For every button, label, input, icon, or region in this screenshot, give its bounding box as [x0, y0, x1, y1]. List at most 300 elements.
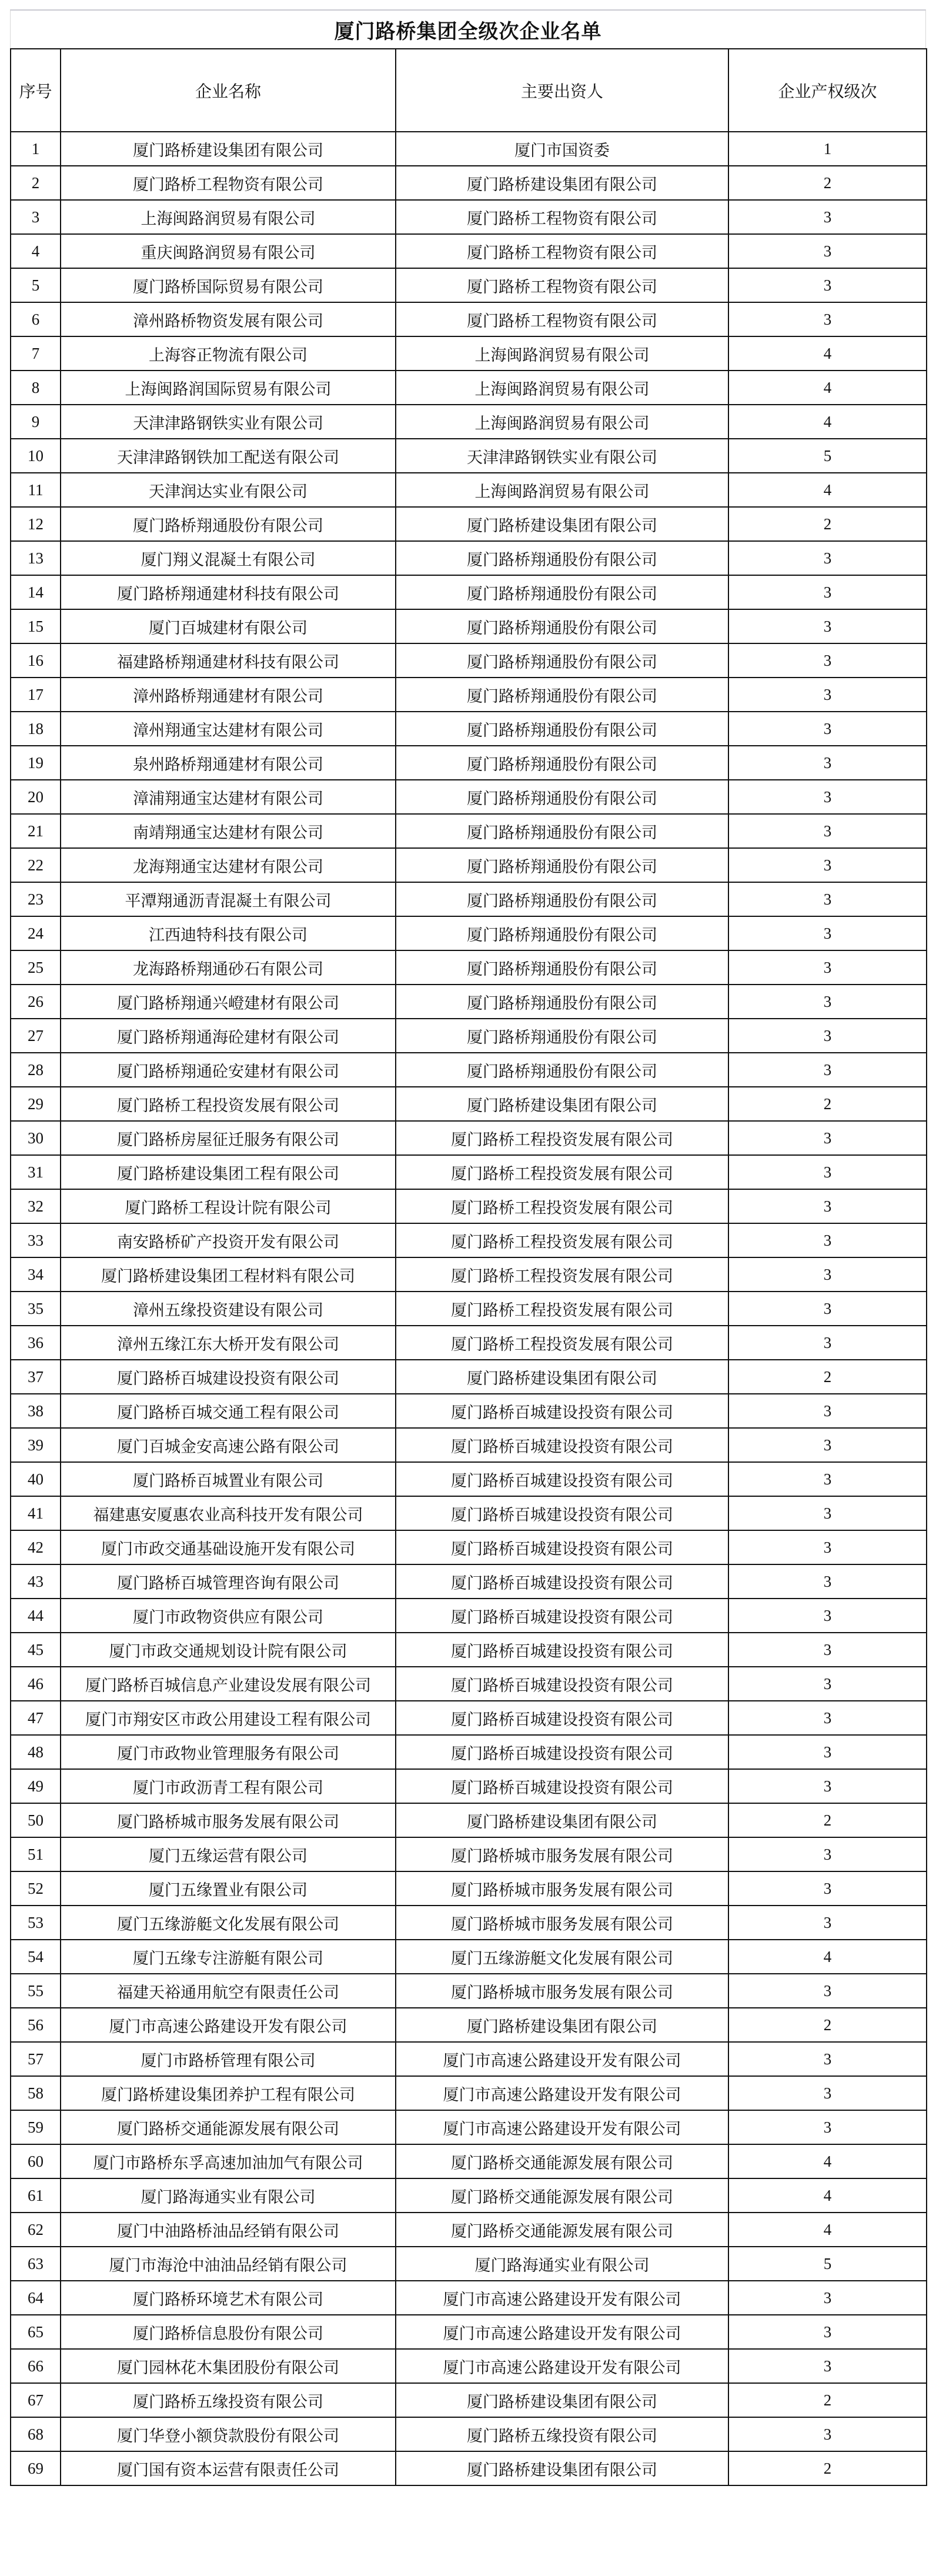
main-investor-cell: 厦门路桥百城建设投资有限公司: [396, 1462, 728, 1496]
equity-level-cell: 3: [728, 1769, 927, 1803]
equity-level-cell: 3: [728, 200, 927, 234]
main-investor-cell: 厦门路桥建设集团有限公司: [396, 166, 728, 200]
table-row: [11, 1326, 927, 1360]
serial-number-cell: 19: [11, 746, 61, 780]
equity-level-cell: 3: [728, 1530, 927, 1564]
equity-level-cell: 3: [728, 1019, 927, 1053]
serial-number-cell: 56: [11, 2008, 61, 2042]
equity-level-cell: 3: [728, 780, 927, 814]
main-investor-cell: 厦门路桥翔通股份有限公司: [396, 541, 728, 575]
table-row: [11, 2247, 927, 2281]
serial-number-cell: 8: [11, 371, 61, 405]
table-row: [11, 439, 927, 473]
table-row: [11, 2383, 927, 2417]
main-investor-cell: 上海闽路润贸易有限公司: [396, 336, 728, 371]
main-investor-cell: 厦门路桥百城建设投资有限公司: [396, 1735, 728, 1769]
main-investor-cell: 厦门路桥百城建设投资有限公司: [396, 1564, 728, 1599]
serial-number-cell: 2: [11, 166, 61, 200]
serial-number-cell: 48: [11, 1735, 61, 1769]
table-row: [11, 1803, 927, 1837]
equity-level-cell: 3: [728, 302, 927, 336]
enterprise-name-cell: 厦门路桥五缘投资有限公司: [61, 2383, 396, 2417]
enterprise-name-cell: 厦门路桥房屋征迁服务有限公司: [61, 1121, 396, 1155]
enterprise-name-cell: 厦门路桥百城建设投资有限公司: [61, 1360, 396, 1394]
serial-number-cell: 45: [11, 1633, 61, 1667]
serial-number-cell: 18: [11, 712, 61, 746]
enterprise-name-cell: 厦门园林花木集团股份有限公司: [61, 2349, 396, 2383]
enterprise-name-cell: 厦门路桥建设集团有限公司: [61, 132, 396, 166]
enterprise-name-cell: 厦门路桥建设集团工程材料有限公司: [61, 1257, 396, 1292]
equity-level-cell: 3: [728, 1667, 927, 1701]
enterprise-name-cell: 漳州五缘投资建设有限公司: [61, 1292, 396, 1326]
header-equity-level: 企业产权级次: [728, 49, 927, 132]
enterprise-name-cell: 福建惠安厦惠农业高科技开发有限公司: [61, 1496, 396, 1530]
serial-number-cell: 21: [11, 814, 61, 848]
equity-level-cell: 2: [728, 507, 927, 541]
main-investor-cell: 厦门市高速公路建设开发有限公司: [396, 2315, 728, 2349]
table-row: [11, 200, 927, 234]
table-row: [11, 2417, 927, 2451]
enterprise-name-cell: 江西迪特科技有限公司: [61, 916, 396, 950]
table-row: [11, 1667, 927, 1701]
serial-number-cell: 7: [11, 336, 61, 371]
table-body: [11, 132, 927, 2485]
main-investor-cell: 厦门路桥建设集团有限公司: [396, 2008, 728, 2042]
enterprise-name-cell: 漳州五缘江东大桥开发有限公司: [61, 1326, 396, 1360]
table-row: [11, 2213, 927, 2247]
equity-level-cell: 3: [728, 575, 927, 609]
equity-level-cell: 3: [728, 678, 927, 712]
main-investor-cell: 上海闽路润贸易有限公司: [396, 371, 728, 405]
serial-number-cell: 11: [11, 473, 61, 507]
table-row: [11, 985, 927, 1019]
serial-number-cell: 40: [11, 1462, 61, 1496]
equity-level-cell: 3: [728, 2110, 927, 2144]
serial-number-cell: 1: [11, 132, 61, 166]
table-row: [11, 1701, 927, 1735]
equity-level-cell: 5: [728, 2247, 927, 2281]
enterprise-name-cell: 漳州路桥物资发展有限公司: [61, 302, 396, 336]
table-row: [11, 2178, 927, 2213]
serial-number-cell: 23: [11, 882, 61, 916]
table-row: [11, 814, 927, 848]
equity-level-cell: 4: [728, 1940, 927, 1974]
table-row: [11, 132, 927, 166]
table-row: [11, 643, 927, 678]
main-investor-cell: 厦门路桥建设集团有限公司: [396, 2451, 728, 2485]
main-investor-cell: 厦门路桥翔通股份有限公司: [396, 643, 728, 678]
main-investor-cell: 厦门路桥百城建设投资有限公司: [396, 1633, 728, 1667]
enterprise-name-cell: 厦门市海沧中油油品经销有限公司: [61, 2247, 396, 2281]
enterprise-name-cell: 厦门路桥翔通砼安建材有限公司: [61, 1053, 396, 1087]
serial-number-cell: 4: [11, 234, 61, 268]
main-investor-cell: 厦门路桥翔通股份有限公司: [396, 950, 728, 985]
page-title: 厦门路桥集团全级次企业名单: [10, 9, 926, 48]
main-investor-cell: 天津津路钢铁实业有限公司: [396, 439, 728, 473]
header-serial-number: 序号: [11, 49, 61, 132]
main-investor-cell: 厦门路桥百城建设投资有限公司: [396, 1667, 728, 1701]
main-investor-cell: 上海闽路润贸易有限公司: [396, 405, 728, 439]
enterprise-name-cell: 厦门路桥国际贸易有限公司: [61, 268, 396, 302]
enterprise-name-cell: 厦门路桥工程设计院有限公司: [61, 1189, 396, 1223]
serial-number-cell: 49: [11, 1769, 61, 1803]
main-investor-cell: 厦门路桥翔通股份有限公司: [396, 985, 728, 1019]
equity-level-cell: 4: [728, 2144, 927, 2178]
enterprise-name-cell: 厦门路桥翔通股份有限公司: [61, 507, 396, 541]
main-investor-cell: 厦门路桥翔通股份有限公司: [396, 575, 728, 609]
main-investor-cell: 厦门市高速公路建设开发有限公司: [396, 2076, 728, 2110]
main-investor-cell: 厦门路桥翔通股份有限公司: [396, 882, 728, 916]
enterprise-name-cell: 厦门路桥建设集团养护工程有限公司: [61, 2076, 396, 2110]
header-enterprise-name: 企业名称: [61, 49, 396, 132]
equity-level-cell: 2: [728, 1803, 927, 1837]
main-investor-cell: 厦门路桥城市服务发展有限公司: [396, 1871, 728, 1906]
enterprise-name-cell: 泉州路桥翔通建材有限公司: [61, 746, 396, 780]
enterprise-name-cell: 厦门市政交通规划设计院有限公司: [61, 1633, 396, 1667]
serial-number-cell: 60: [11, 2144, 61, 2178]
equity-level-cell: 3: [728, 2281, 927, 2315]
table-row: [11, 405, 927, 439]
enterprise-name-cell: 厦门市政交通基础设施开发有限公司: [61, 1530, 396, 1564]
table-row: [11, 1155, 927, 1189]
main-investor-cell: 厦门路桥翔通股份有限公司: [396, 916, 728, 950]
equity-level-cell: 3: [728, 1564, 927, 1599]
equity-level-cell: 3: [728, 1428, 927, 1462]
serial-number-cell: 51: [11, 1837, 61, 1871]
main-investor-cell: 厦门路桥百城建设投资有限公司: [396, 1428, 728, 1462]
equity-level-cell: 3: [728, 950, 927, 985]
equity-level-cell: 4: [728, 405, 927, 439]
enterprise-name-cell: 厦门路桥城市服务发展有限公司: [61, 1803, 396, 1837]
table-row: [11, 371, 927, 405]
serial-number-cell: 50: [11, 1803, 61, 1837]
main-investor-cell: 厦门路桥翔通股份有限公司: [396, 746, 728, 780]
equity-level-cell: 2: [728, 1087, 927, 1121]
equity-level-cell: 5: [728, 439, 927, 473]
table-row: [11, 1053, 927, 1087]
table-row: [11, 1428, 927, 1462]
equity-level-cell: 3: [728, 882, 927, 916]
header-main-investor: 主要出资人: [396, 49, 728, 132]
main-investor-cell: 厦门路桥翔通股份有限公司: [396, 1053, 728, 1087]
enterprise-name-cell: 平潭翔通沥青混凝土有限公司: [61, 882, 396, 916]
serial-number-cell: 68: [11, 2417, 61, 2451]
serial-number-cell: 65: [11, 2315, 61, 2349]
main-investor-cell: 厦门路桥交通能源发展有限公司: [396, 2178, 728, 2213]
table-row: [11, 882, 927, 916]
equity-level-cell: 3: [728, 2076, 927, 2110]
serial-number-cell: 25: [11, 950, 61, 985]
enterprise-name-cell: 厦门翔义混凝土有限公司: [61, 541, 396, 575]
serial-number-cell: 29: [11, 1087, 61, 1121]
serial-number-cell: 17: [11, 678, 61, 712]
main-investor-cell: 厦门路桥工程物资有限公司: [396, 234, 728, 268]
equity-level-cell: 3: [728, 1053, 927, 1087]
main-investor-cell: 厦门路桥工程物资有限公司: [396, 200, 728, 234]
equity-level-cell: 3: [728, 2315, 927, 2349]
equity-level-cell: 4: [728, 473, 927, 507]
equity-level-cell: 2: [728, 2383, 927, 2417]
serial-number-cell: 24: [11, 916, 61, 950]
enterprise-name-cell: 厦门市路桥管理有限公司: [61, 2042, 396, 2076]
table-row: [11, 1462, 927, 1496]
table-row: [11, 2076, 927, 2110]
equity-level-cell: 3: [728, 985, 927, 1019]
table-row: [11, 1257, 927, 1292]
table-row: [11, 780, 927, 814]
enterprise-name-cell: 厦门市高速公路建设开发有限公司: [61, 2008, 396, 2042]
table-row: [11, 916, 927, 950]
table-row: [11, 1735, 927, 1769]
main-investor-cell: 厦门路桥城市服务发展有限公司: [396, 1906, 728, 1940]
main-investor-cell: 厦门路桥百城建设投资有限公司: [396, 1496, 728, 1530]
table-row: [11, 1189, 927, 1223]
serial-number-cell: 31: [11, 1155, 61, 1189]
table-row: [11, 1121, 927, 1155]
main-investor-cell: 厦门路桥翔通股份有限公司: [396, 814, 728, 848]
enterprise-name-cell: 龙海路桥翔通砂石有限公司: [61, 950, 396, 985]
equity-level-cell: 3: [728, 1326, 927, 1360]
table-row: [11, 1360, 927, 1394]
enterprise-name-cell: 上海容正物流有限公司: [61, 336, 396, 371]
serial-number-cell: 32: [11, 1189, 61, 1223]
serial-number-cell: 33: [11, 1223, 61, 1257]
main-investor-cell: 厦门路桥工程投资发展有限公司: [396, 1121, 728, 1155]
main-investor-cell: 厦门路桥百城建设投资有限公司: [396, 1701, 728, 1735]
enterprise-name-cell: 厦门路桥工程物资有限公司: [61, 166, 396, 200]
equity-level-cell: 2: [728, 2008, 927, 2042]
table-row: [11, 2110, 927, 2144]
serial-number-cell: 3: [11, 200, 61, 234]
table-row: [11, 234, 927, 268]
equity-level-cell: 1: [728, 132, 927, 166]
serial-number-cell: 43: [11, 1564, 61, 1599]
main-investor-cell: 厦门路桥百城建设投资有限公司: [396, 1530, 728, 1564]
equity-level-cell: 3: [728, 814, 927, 848]
enterprise-name-cell: 龙海翔通宝达建材有限公司: [61, 848, 396, 882]
equity-level-cell: 3: [728, 1462, 927, 1496]
table-header: [11, 49, 927, 132]
serial-number-cell: 27: [11, 1019, 61, 1053]
equity-level-cell: 3: [728, 1599, 927, 1633]
table-row: [11, 1974, 927, 2008]
enterprise-name-cell: 厦门路桥百城置业有限公司: [61, 1462, 396, 1496]
main-investor-cell: 厦门路桥五缘投资有限公司: [396, 2417, 728, 2451]
enterprise-name-cell: 厦门五缘置业有限公司: [61, 1871, 396, 1906]
enterprise-name-cell: 厦门路桥百城交通工程有限公司: [61, 1394, 396, 1428]
equity-level-cell: 2: [728, 1360, 927, 1394]
enterprise-name-cell: 厦门百城建材有限公司: [61, 609, 396, 643]
equity-level-cell: 3: [728, 1837, 927, 1871]
enterprise-name-cell: 厦门路桥百城管理咨询有限公司: [61, 1564, 396, 1599]
enterprise-name-cell: 漳浦翔通宝达建材有限公司: [61, 780, 396, 814]
table-row: [11, 1087, 927, 1121]
serial-number-cell: 12: [11, 507, 61, 541]
equity-level-cell: 3: [728, 1189, 927, 1223]
main-investor-cell: 厦门路桥工程投资发展有限公司: [396, 1189, 728, 1223]
table-row: [11, 609, 927, 643]
enterprise-name-cell: 厦门百城金安高速公路有限公司: [61, 1428, 396, 1462]
serial-number-cell: 26: [11, 985, 61, 1019]
serial-number-cell: 38: [11, 1394, 61, 1428]
serial-number-cell: 5: [11, 268, 61, 302]
equity-level-cell: 3: [728, 1974, 927, 2008]
main-investor-cell: 厦门路桥翔通股份有限公司: [396, 712, 728, 746]
equity-level-cell: 3: [728, 2042, 927, 2076]
enterprise-name-cell: 漳州路桥翔通建材有限公司: [61, 678, 396, 712]
enterprise-name-cell: 福建路桥翔通建材科技有限公司: [61, 643, 396, 678]
enterprise-name-cell: 重庆闽路润贸易有限公司: [61, 234, 396, 268]
enterprise-name-cell: 南靖翔通宝达建材有限公司: [61, 814, 396, 848]
table-row: [11, 541, 927, 575]
main-investor-cell: 厦门路桥工程物资有限公司: [396, 268, 728, 302]
serial-number-cell: 34: [11, 1257, 61, 1292]
table-row: [11, 166, 927, 200]
table-row: [11, 678, 927, 712]
enterprise-name-cell: 厦门中油路桥油品经销有限公司: [61, 2213, 396, 2247]
table-row: [11, 1837, 927, 1871]
main-investor-cell: 上海闽路润贸易有限公司: [396, 473, 728, 507]
equity-level-cell: 4: [728, 336, 927, 371]
enterprise-name-cell: 上海闽路润贸易有限公司: [61, 200, 396, 234]
enterprise-name-cell: 厦门路桥工程投资发展有限公司: [61, 1087, 396, 1121]
main-investor-cell: 厦门路桥百城建设投资有限公司: [396, 1599, 728, 1633]
table-row: [11, 1599, 927, 1633]
serial-number-cell: 35: [11, 1292, 61, 1326]
table-row: [11, 1530, 927, 1564]
serial-number-cell: 15: [11, 609, 61, 643]
table-row: [11, 336, 927, 371]
enterprise-name-cell: 厦门市路桥东孚高速加油加气有限公司: [61, 2144, 396, 2178]
main-investor-cell: 厦门市高速公路建设开发有限公司: [396, 2110, 728, 2144]
table-row: [11, 950, 927, 985]
table-row: [11, 1871, 927, 1906]
table-row: [11, 2349, 927, 2383]
table-row: [11, 746, 927, 780]
serial-number-cell: 46: [11, 1667, 61, 1701]
serial-number-cell: 62: [11, 2213, 61, 2247]
equity-level-cell: 3: [728, 2349, 927, 2383]
main-investor-cell: 厦门路桥建设集团有限公司: [396, 2383, 728, 2417]
enterprise-name-cell: 厦门五缘运营有限公司: [61, 1837, 396, 1871]
serial-number-cell: 59: [11, 2110, 61, 2144]
table-row: [11, 575, 927, 609]
enterprise-table: [10, 48, 927, 2486]
equity-level-cell: 3: [728, 1292, 927, 1326]
equity-level-cell: 3: [728, 1633, 927, 1667]
equity-level-cell: 4: [728, 2213, 927, 2247]
serial-number-cell: 10: [11, 439, 61, 473]
equity-level-cell: 4: [728, 2178, 927, 2213]
main-investor-cell: 厦门路桥交通能源发展有限公司: [396, 2213, 728, 2247]
main-investor-cell: 厦门五缘游艇文化发展有限公司: [396, 1940, 728, 1974]
main-investor-cell: 厦门路桥城市服务发展有限公司: [396, 1974, 728, 2008]
enterprise-name-cell: 厦门路海通实业有限公司: [61, 2178, 396, 2213]
equity-level-cell: 3: [728, 1701, 927, 1735]
main-investor-cell: 厦门路桥工程投资发展有限公司: [396, 1292, 728, 1326]
equity-level-cell: 3: [728, 746, 927, 780]
main-investor-cell: 厦门路桥城市服务发展有限公司: [396, 1837, 728, 1871]
main-investor-cell: 厦门路桥建设集团有限公司: [396, 1087, 728, 1121]
enterprise-name-cell: 福建天裕通用航空有限责任公司: [61, 1974, 396, 2008]
equity-level-cell: 3: [728, 1223, 927, 1257]
equity-level-cell: 3: [728, 541, 927, 575]
enterprise-name-cell: 厦门路桥信息股份有限公司: [61, 2315, 396, 2349]
serial-number-cell: 6: [11, 302, 61, 336]
equity-level-cell: 3: [728, 1906, 927, 1940]
table-row: [11, 1223, 927, 1257]
table-row: [11, 2315, 927, 2349]
serial-number-cell: 63: [11, 2247, 61, 2281]
enterprise-name-cell: 天津润达实业有限公司: [61, 473, 396, 507]
serial-number-cell: 54: [11, 1940, 61, 1974]
equity-level-cell: 2: [728, 166, 927, 200]
enterprise-name-cell: 厦门路桥翔通海砼建材有限公司: [61, 1019, 396, 1053]
serial-number-cell: 44: [11, 1599, 61, 1633]
serial-number-cell: 9: [11, 405, 61, 439]
main-investor-cell: 厦门路桥翔通股份有限公司: [396, 1019, 728, 1053]
enterprise-name-cell: 南安路桥矿产投资开发有限公司: [61, 1223, 396, 1257]
table-row: [11, 1633, 927, 1667]
main-investor-cell: 厦门路桥交通能源发展有限公司: [396, 2144, 728, 2178]
enterprise-name-cell: 厦门华登小额贷款股份有限公司: [61, 2417, 396, 2451]
main-investor-cell: 厦门路桥百城建设投资有限公司: [396, 1394, 728, 1428]
serial-number-cell: 14: [11, 575, 61, 609]
serial-number-cell: 47: [11, 1701, 61, 1735]
serial-number-cell: 57: [11, 2042, 61, 2076]
table-row: [11, 2008, 927, 2042]
main-investor-cell: 厦门路桥翔通股份有限公司: [396, 848, 728, 882]
equity-level-cell: 3: [728, 1121, 927, 1155]
main-investor-cell: 厦门市高速公路建设开发有限公司: [396, 2042, 728, 2076]
serial-number-cell: 52: [11, 1871, 61, 1906]
serial-number-cell: 28: [11, 1053, 61, 1087]
enterprise-name-cell: 厦门五缘专注游艇有限公司: [61, 1940, 396, 1974]
equity-level-cell: 3: [728, 609, 927, 643]
equity-level-cell: 3: [728, 234, 927, 268]
table-row: [11, 2144, 927, 2178]
table-row: [11, 712, 927, 746]
main-investor-cell: 厦门路海通实业有限公司: [396, 2247, 728, 2281]
main-investor-cell: 厦门路桥工程投资发展有限公司: [396, 1257, 728, 1292]
equity-level-cell: 3: [728, 1735, 927, 1769]
equity-level-cell: 3: [728, 916, 927, 950]
main-investor-cell: 厦门路桥工程投资发展有限公司: [396, 1155, 728, 1189]
equity-level-cell: 3: [728, 848, 927, 882]
serial-number-cell: 61: [11, 2178, 61, 2213]
table-row: [11, 1394, 927, 1428]
enterprise-name-cell: 厦门路桥翔通兴嶝建材有限公司: [61, 985, 396, 1019]
header-row: [11, 49, 927, 132]
equity-level-cell: 3: [728, 1394, 927, 1428]
serial-number-cell: 66: [11, 2349, 61, 2383]
enterprise-name-cell: 漳州翔通宝达建材有限公司: [61, 712, 396, 746]
equity-level-cell: 2: [728, 2451, 927, 2485]
equity-level-cell: 3: [728, 1155, 927, 1189]
equity-level-cell: 3: [728, 1496, 927, 1530]
table-row: [11, 1564, 927, 1599]
table-row: [11, 2042, 927, 2076]
serial-number-cell: 20: [11, 780, 61, 814]
serial-number-cell: 22: [11, 848, 61, 882]
table-row: [11, 302, 927, 336]
table-row: [11, 1769, 927, 1803]
table-row: [11, 1292, 927, 1326]
serial-number-cell: 58: [11, 2076, 61, 2110]
serial-number-cell: 41: [11, 1496, 61, 1530]
table-row: [11, 848, 927, 882]
enterprise-name-cell: 厦门五缘游艇文化发展有限公司: [61, 1906, 396, 1940]
